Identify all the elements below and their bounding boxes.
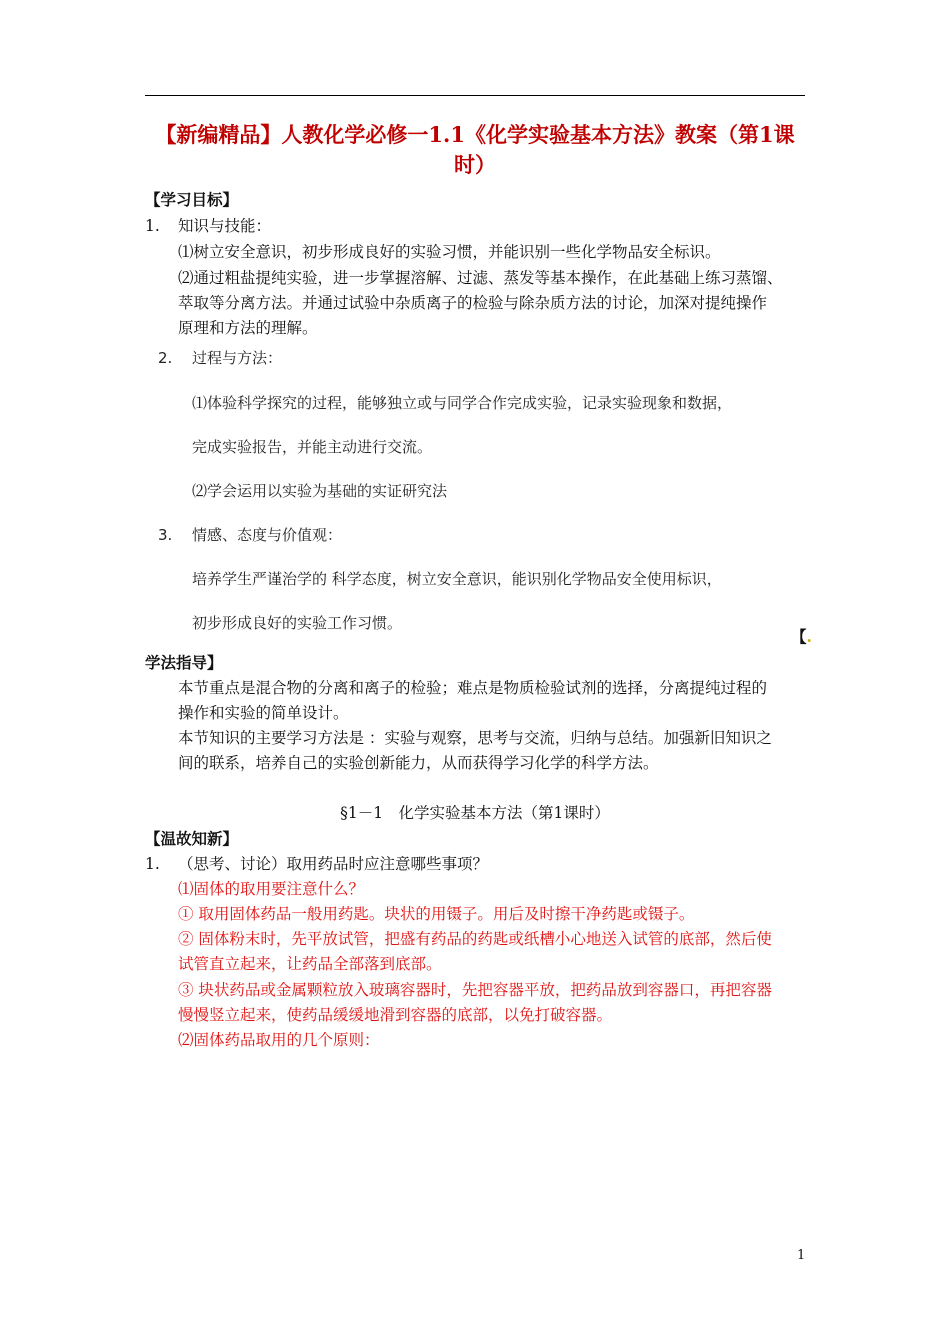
paragraph: 原理和方法的理解。 bbox=[178, 319, 318, 337]
paragraph: 初步形成良好的实验工作习惯。 bbox=[192, 614, 403, 632]
page-number: 1 bbox=[797, 1248, 806, 1263]
title-line-1: 【新编精品】人教化学必修一1.1《化学实验基本方法》教案（第1课 bbox=[155, 122, 795, 147]
title-line-2: 时） bbox=[454, 152, 496, 177]
list-number: 3. bbox=[158, 526, 173, 544]
list-item-attitude: 情感、态度与价值观： bbox=[192, 526, 343, 544]
list-number: 1. bbox=[145, 855, 160, 873]
paragraph: ⑵学会运用以实验为基础的实证研究法 bbox=[192, 482, 448, 500]
answer-line: ⑵固体药品取用的几个原则： bbox=[178, 1031, 380, 1049]
answer-line: ① 取用固体药品一般用药匙。块状的用镊子。用后及时擦干净药匙或镊子。 bbox=[178, 905, 695, 923]
list-item-process: 过程与方法： bbox=[192, 349, 283, 367]
paragraph: 培养学生严谨治学的 科学态度，树立安全意识，能识别化学物品安全使用标识， bbox=[192, 570, 722, 588]
section-heading-review: 【温故知新】 bbox=[145, 829, 239, 848]
answer-line: ⑴固体的取用要注意什么？ bbox=[178, 880, 365, 898]
paragraph: 本节重点是混合物的分离和离子的检验；难点是物质检验试剂的选择，分离提纯过程的 bbox=[178, 679, 768, 697]
paragraph: 操作和实验的简单设计。 bbox=[178, 704, 349, 722]
document-title bbox=[145, 120, 805, 180]
answer-line: ③ 块状药品或金属颗粒放入玻璃容器时，先把容器平放，把药品放到容器口，再把容器 bbox=[178, 981, 772, 999]
list-number: 1. bbox=[145, 217, 160, 235]
paragraph: 本节知识的主要学习方法是 ：实验与观察，思考与交流，归纳与总结。加强新旧知识之 bbox=[178, 729, 772, 747]
section-title: §1－1 化学实验基本方法（第1课时） bbox=[340, 804, 610, 822]
paragraph: 间的联系，培养自己的实验创新能力，从而获得学习化学的科学方法。 bbox=[178, 754, 659, 772]
list-item-knowledge: 知识与技能： bbox=[178, 217, 272, 235]
paragraph: ⑴体验科学探究的过程，能够独立或与同学合作完成实验，记录实验现象和数据， bbox=[192, 394, 733, 412]
section-heading-method: 学法指导】 bbox=[145, 653, 223, 672]
list-number: 2. bbox=[158, 349, 173, 367]
paragraph: 完成实验报告，并能主动进行交流。 bbox=[192, 438, 433, 456]
answer-line: 试管直立起来，让药品全部落到底部。 bbox=[178, 955, 442, 973]
answer-line: ② 固体粉末时，先平放试管，把盛有药品的药匙或纸槽小心地送入试管的底部，然后使 bbox=[178, 930, 772, 948]
paragraph: 萃取等分离方法。并通过试验中杂质离子的检验与除杂质方法的讨论，加深对提纯操作 bbox=[178, 294, 768, 312]
header-rule bbox=[145, 95, 805, 96]
answer-line: 慢慢竖立起来，使药品缓缓地滑到容器的底部，以免打破容器。 bbox=[178, 1006, 613, 1024]
bracket-mark: 【. bbox=[791, 627, 812, 646]
paragraph: ⑴树立安全意识，初步形成良好的实验习惯，并能识别一些化学物品安全标识。 bbox=[178, 243, 721, 261]
question: （思考、讨论）取用药品时应注意哪些事项？ bbox=[178, 855, 489, 873]
paragraph: ⑵通过粗盐提纯实验，进一步掌握溶解、过滤、蒸发等基本操作，在此基础上练习蒸馏、 bbox=[178, 269, 783, 287]
section-heading-objectives: 【学习目标】 bbox=[145, 190, 239, 209]
